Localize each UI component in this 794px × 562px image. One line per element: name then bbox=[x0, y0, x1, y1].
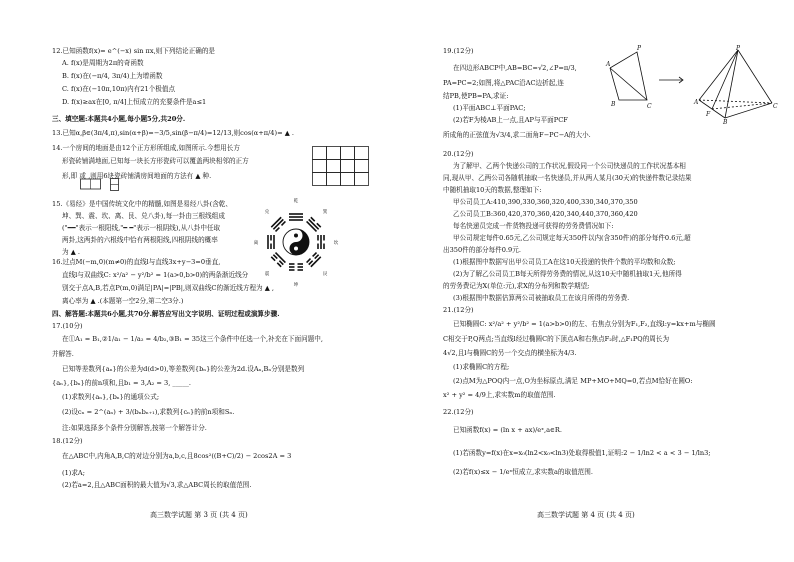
q15-line2: 坤、巽、震、坎、离、艮、兑八卦),每一卦由三根线组成 bbox=[62, 212, 225, 220]
q19-head: 19.(12分) bbox=[443, 47, 474, 55]
label-F-solid: F bbox=[706, 111, 711, 118]
q13: 13.已知α,β∈(3π/4,π),sin(α+β)=−3/5,sin(β−π/4)=12/13,则cos(α+π/4)= ▲ . bbox=[52, 129, 294, 137]
trigram-label: 震 bbox=[264, 272, 270, 277]
q22-line1: 已知函数f(x) = (ln x + ax)/eˣ,a∈R. bbox=[453, 426, 562, 434]
q22-line2: (1)若函数y=f(x)在x=x₀(ln2<x₀<ln3)处取得极值1,证明:2 − 1/ln2 < a < 3 − 1/ln3; bbox=[453, 449, 711, 457]
q17-line3: 已知等差数列{aₙ}的公差为d(d>0),等差数列{bₙ}的公差为2d.设Aₙ,Bₙ分别是数列 bbox=[62, 365, 305, 373]
q21-line1: 已知椭圆C: x²/a² + y²/b² = 1(a>b>0)的左、右焦点分别为F₁,F₂,直线l:y=kx+m与椭圆 bbox=[453, 320, 716, 328]
q20-line2: 同,现从甲、乙两公司各随机抽取一名快递员,并从两人某月(30天)的快递件数记录结果 bbox=[443, 174, 692, 182]
q20-line10: (2)为了解乙公司员工B每天所得劳务费的情况,从这10天中随机抽取1天,他所得 bbox=[453, 270, 682, 278]
q20-line12: (3)根据图中数据估算两公司被抽取员工在该月所得的劳务费. bbox=[453, 294, 630, 302]
trigram-label: 巽 bbox=[322, 210, 328, 215]
label-P-planar: P bbox=[637, 45, 642, 52]
q17-line6: (2)设cₙ = 2^(aₙ) + 3/(bₙbₙ₊₁),求数列{cₙ}的前n项和Sₙ. bbox=[62, 408, 235, 416]
q15-line5: 为 ▲ . bbox=[62, 248, 80, 256]
page-footer-3: 高三数学试题 第 3 页 (共 4 页) bbox=[150, 511, 248, 519]
q20-line7: 甲公司规定每件0.65元,乙公司规定每天350件以内(含350件)的部分每件0.6元,超 bbox=[453, 234, 691, 242]
label-C-solid: C bbox=[773, 103, 778, 110]
q22-head: 22.(12分) bbox=[443, 408, 474, 416]
room-grid-figure bbox=[312, 146, 372, 188]
q18-line2: (1)求A; bbox=[62, 469, 85, 477]
q21-line6: x² + y² = 4/9上,求实数m的取值范围. bbox=[443, 391, 556, 399]
q16-line2: 直线l与双曲线C: x²/a² − y²/b² = 1(a>0,b>0)的两条渐近线分 bbox=[62, 271, 249, 279]
label-A-solid: A bbox=[694, 99, 699, 106]
trigram-label: 坎 bbox=[333, 241, 339, 246]
q12-stem: 12.已知函数f(x)= e^(−x) sin πx,则下列结论正确的是 bbox=[52, 47, 216, 55]
q21-line2: C相交于P,Q两点;当直线l经过椭圆C的下顶点A和右焦点F₂时,△F₁PQ的周长为 bbox=[443, 335, 670, 343]
q12-option-c: C. f(x)在(−10π,10π)内有21个极值点 bbox=[62, 85, 176, 93]
q21-line3: 4√2,且l与椭圆C的另一个交点的横坐标为4/3. bbox=[443, 349, 577, 357]
q15-line4: 两卦,这两卦的六根线中恰有两根阳线,四根阴线的概率 bbox=[62, 236, 218, 244]
q17-line5: (1)求数列{aₙ},{bₙ}的通项公式; bbox=[62, 393, 160, 401]
q14-line2: 形瓷砖铺满地面,已知每一块长方形瓷砖可以覆盖两块相邻的正方 bbox=[62, 157, 249, 165]
q17-line7: 注:如果选择多个条件分别解答,按第一个解答计分. bbox=[62, 424, 207, 432]
page-footer-4: 高三数学试题 第 4 页 (共 4 页) bbox=[537, 511, 635, 519]
q19-line3: 结PB,使PB=PA,求证: bbox=[443, 92, 509, 100]
section4-heading: 四、解答题:本题共6小题,共70分.解答应写出文字说明、证明过程或演算步骤. bbox=[52, 310, 280, 318]
q18-line1: 在△ABC中,内角A,B,C的对边分别为a,b,c,且8cos²((B+C)/2) − 2cos2A = 3 bbox=[62, 452, 292, 460]
q20-line8: 出350件的部分每件0.9元. bbox=[443, 246, 521, 254]
q20-line11: 的劳务费记为X(单位:元),求X的分布列和数学期望; bbox=[443, 282, 590, 290]
q19-line6: 所成角的正弦值为√3/4,求二面角F−PC−A的大小. bbox=[443, 131, 591, 139]
q19-figure bbox=[607, 46, 787, 124]
q21-line4: (1)求椭圆C的方程; bbox=[453, 363, 510, 371]
trigram-label: 艮 bbox=[322, 272, 328, 277]
q12-option-b: B. f(x)在(−π/4, 3π/4)上为增函数 bbox=[62, 72, 163, 80]
q19-line1: 在四边形ABCP中,AB=BC=√2,∠P=π/3, bbox=[453, 64, 577, 72]
label-B-solid: B bbox=[723, 119, 728, 126]
q17-head: 17.(10分) bbox=[52, 322, 83, 330]
label-B-planar: B bbox=[611, 101, 616, 108]
q20-line5: 乙公司员工B:360,420,370,360,420,340,440,370,360,420 bbox=[453, 210, 638, 218]
section3-heading: 三、填空题:本题共4小题,每小题5分,共20分. bbox=[52, 115, 186, 123]
q20-line3: 中随机抽取10天的数据,整理如下: bbox=[443, 186, 542, 194]
q21-head: 21.(12分) bbox=[443, 306, 474, 314]
trigram-label: 离 bbox=[253, 241, 259, 246]
q20-line6: 每名快递员完成一件货物投递可获得的劳务费情况如下: bbox=[453, 222, 614, 230]
q18-head: 18.(12分) bbox=[52, 437, 83, 445]
q20-line4: 甲公司员工A:410,390,330,360,320,400,330,340,370,350 bbox=[453, 198, 638, 206]
q20-line9: (1)根据图中数据写出甲公司员工A在这10天投递的快件个数的平均数和众数; bbox=[453, 258, 676, 266]
q17-line4: {aₙ},{bₙ}的前n项和,且b₁ = 3,A₂ = 3, _____. bbox=[52, 379, 192, 387]
q19-line2: PA=PC=2;如图,将△PAC沿AC边折起,连 bbox=[443, 79, 564, 87]
q20-head: 20.(12分) bbox=[443, 150, 474, 158]
q17-line2: 并解答. bbox=[52, 350, 74, 358]
q16-line3: 别交于点A,B,若点P(m,0)满足|PA|=|PB|,则双曲线C的渐近线方程为 ▲ , bbox=[62, 284, 274, 292]
trigram-label: 坤 bbox=[293, 283, 299, 288]
label-C-planar: C bbox=[647, 103, 652, 110]
q15-line1: 15.《易经》是中国传统文化中的精髓,如图是易经八卦(含乾、 bbox=[52, 200, 232, 208]
q14-line3: 形,即 或 ,则用6块瓷砖铺满房间地面的方法有 ▲ 种. bbox=[62, 172, 212, 180]
q17-line1: 在①A₁ = B₁,②1/a₁ − 1/a₂ = 4/b₂,③B₁ = 35这三个条件中任选一个,补充在下面问题中, bbox=[62, 335, 323, 343]
label-P-solid: P bbox=[736, 45, 741, 52]
q12-option-d: D. f(x)≥ax在[0, π/4]上恒成立的充要条件是a≤1 bbox=[62, 98, 207, 106]
q12-option-a: A. f(x)是周期为2π的奇函数 bbox=[62, 59, 144, 67]
q21-line5: (2)点M为△POQ内一点,O为坐标原点,满足 MP+MO+MQ=0,若点M恰好在圆O: bbox=[453, 377, 693, 385]
bagua-figure bbox=[253, 196, 339, 288]
q19-line5: (2)若F为棱AB上一点,且AP与平面PCF bbox=[453, 116, 568, 124]
q14-line1: 14.一个房间的地面是由12个正方形所组成,如图所示.今想用长方 bbox=[52, 144, 240, 152]
q22-line3: (2)若f(x)≤x − 1/eˣ恒成立,求实数a的取值范围. bbox=[453, 468, 593, 476]
right-page bbox=[397, 0, 794, 562]
trigram-label: 兑 bbox=[264, 210, 270, 215]
q16-line4: 离心率为 ▲ .(本题第一空2分,第二空3分.) bbox=[62, 297, 184, 305]
q18-line3: (2)若a=2,且△ABC面积的最大值为√3,求△ABC周长的取值范围. bbox=[62, 481, 252, 489]
domino-examples bbox=[80, 178, 136, 192]
label-A-planar: A bbox=[606, 61, 611, 68]
q15-line3: ("━━"表示一根阳线,"━ ━"表示一根阴线),从八卦中任取 bbox=[62, 224, 221, 232]
q20-line1: 为了解甲、乙两个快递公司的工作状况,假设同一个公司快递员的工作状况基本相 bbox=[453, 162, 686, 170]
q19-line4: (1)平面ABC⊥平面PAC; bbox=[453, 104, 526, 112]
trigram-label: 乾 bbox=[293, 199, 299, 204]
q16-line1: 16.过点M(−m,0)(m≠0)的直线l与直线3x+y−3=0垂直, bbox=[52, 258, 221, 266]
